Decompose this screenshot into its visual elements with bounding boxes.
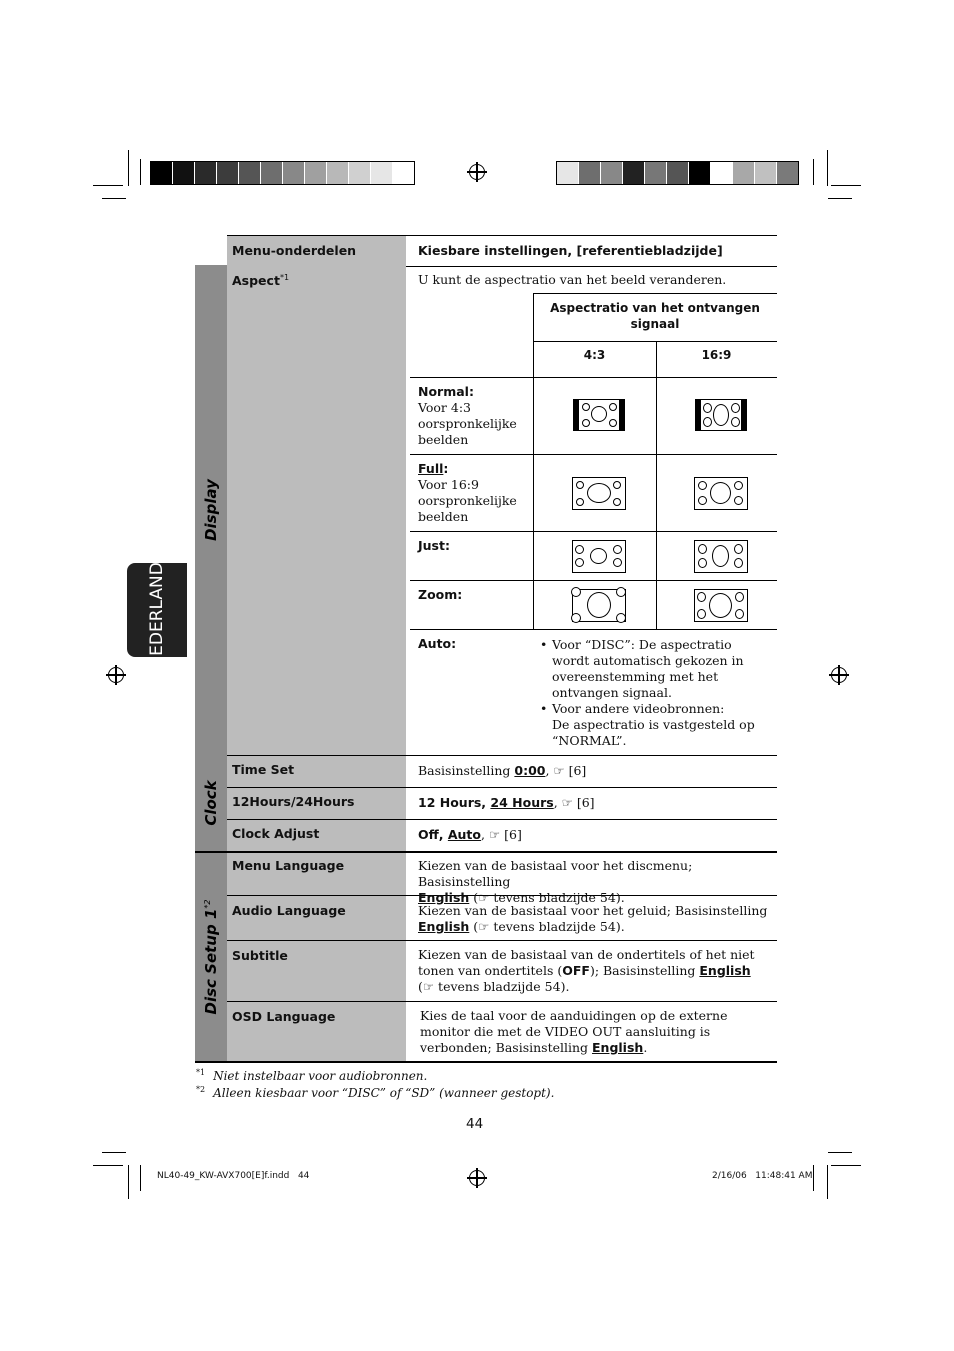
header-menu-column <box>227 235 406 267</box>
registration-mark-icon <box>469 164 485 180</box>
header-settings-label: Kiesbare instellingen, [referentiebladzijde] <box>418 243 723 258</box>
screen-full-4-3-icon <box>572 477 626 510</box>
col-header-16-9: 16:9 <box>701 348 732 362</box>
crop-mark <box>102 198 126 199</box>
clock-adjust-setting: Off, Auto, ☞ [6] <box>418 827 522 842</box>
section-display <box>195 265 227 755</box>
row-divider <box>227 787 777 788</box>
table-bottom-rule <box>195 1061 777 1063</box>
registration-mark-icon <box>831 667 847 683</box>
row-divider <box>227 755 777 756</box>
osd-language-setting: Kies de taal voor de aanduidingen op de externe monitor die met de VIDEO OUT aansluiting is verbonden; Basisinstelling English. <box>420 1008 728 1055</box>
signal-header: Aspectratio van het ontvangen signaal <box>550 301 760 331</box>
subtable-divider <box>410 377 777 378</box>
mode-auto-label: Auto: <box>418 636 457 651</box>
menu-item-subtitle: Subtitle <box>232 948 288 963</box>
header-settings-column <box>406 235 777 267</box>
screen-zoom-16-9-icon <box>694 589 748 622</box>
header-menu-label: Menu-onderdelen <box>232 243 357 258</box>
auto-description: • Voor “DISC”: De aspectratio wordt automatisch gekozen in overeenstemming met het ontvangen signaal. • Voor andere videobronnen: De aspectratio is vastgesteld op “NORMAL”. <box>540 637 755 748</box>
screen-just-16-9-icon <box>694 540 748 573</box>
crop-mark <box>831 185 861 186</box>
section-clock <box>195 755 227 851</box>
menu-item-osd-language: OSD Language <box>232 1009 336 1024</box>
crop-mark <box>831 1165 861 1166</box>
language-tab-label: NEDERLANDS <box>147 551 167 669</box>
crop-mark <box>828 198 852 199</box>
menu-item-time-set: Time Set <box>232 762 295 777</box>
section-disc-setup <box>195 851 227 1062</box>
audio-language-setting: Kiezen van de basistaal voor het geluid; Basisinstelling English (☞ tevens bladzijde 54). <box>418 903 768 934</box>
crop-mark <box>813 159 814 185</box>
section-clock-label: Clock <box>202 780 220 826</box>
mode-zoom-label: Zoom: <box>418 587 463 602</box>
screen-normal-4-3-icon <box>573 399 625 431</box>
subtable-divider <box>533 293 777 294</box>
crop-mark <box>93 1165 123 1166</box>
crop-mark <box>93 185 123 186</box>
mode-normal-desc: Voor 4:3 oorspronkelijke beelden <box>418 400 517 447</box>
subtable-divider <box>410 531 777 532</box>
menu-item-12-24-hours: 12Hours/24Hours <box>232 794 355 809</box>
footnote-1: $^{*1}$ Niet instelbaar voor audiobronnen. <box>196 1068 428 1083</box>
aspect-intro: U kunt de aspectratio van het beeld veranderen. <box>418 272 727 287</box>
menu-item-menu-language: Menu Language <box>232 858 345 873</box>
section-display-label: Display <box>202 479 220 541</box>
crop-mark <box>828 1152 852 1153</box>
screen-full-16-9-icon <box>694 477 748 510</box>
slug-timestamp: 2/16/06 11:48:41 AM <box>712 1171 813 1181</box>
menu-item-aspect: Aspect$^{*1}$ <box>232 273 290 289</box>
registration-mark-icon <box>469 1170 485 1186</box>
screen-zoom-4-3-icon <box>572 589 626 622</box>
subtable-divider <box>410 629 777 630</box>
menu-item-clock-adjust: Clock Adjust <box>232 826 320 841</box>
screen-just-4-3-icon <box>572 540 626 573</box>
row-divider <box>227 819 777 820</box>
subtable-divider <box>656 341 657 630</box>
row-divider <box>227 940 777 941</box>
crop-mark <box>140 159 141 185</box>
subtitle-setting: Kiezen van de basistaal van de ondertitels of het niet tonen van ondertitels (OFF); Basisinstelling English (☞ tevens bladzijde 54). <box>418 947 755 994</box>
color-bar-left <box>150 161 415 185</box>
menu-item-audio-language: Audio Language <box>232 903 346 918</box>
mode-full-label: Full: <box>418 461 449 476</box>
hours-setting: 12 Hours, 24 Hours, ☞ [6] <box>418 795 595 810</box>
crop-mark <box>813 1165 814 1191</box>
mode-full-desc: Voor 16:9 oorspronkelijke beelden <box>418 477 517 524</box>
crop-mark <box>827 1165 828 1199</box>
registration-mark-icon <box>108 667 124 683</box>
crop-mark <box>102 1152 126 1153</box>
language-tab <box>127 551 187 669</box>
screen-normal-16-9-icon <box>695 399 747 431</box>
mode-normal-label: Normal: <box>418 384 474 399</box>
subtable-divider <box>410 454 777 455</box>
slug-filename: NL40-49_KW-AVX700[E]f.indd 44 <box>157 1171 310 1181</box>
crop-mark <box>128 150 129 186</box>
menu-column <box>227 265 406 1062</box>
row-divider <box>195 851 777 853</box>
crop-mark <box>128 1165 129 1199</box>
crop-mark <box>827 150 828 186</box>
subtable-divider <box>533 341 777 342</box>
footnote-2: $^{*2}$ Alleen kiesbaar voor “DISC” of “SD” (wanneer gestopt). <box>196 1085 555 1100</box>
time-set-setting: Basisinstelling 0:00, ☞ [6] <box>418 763 587 778</box>
section-disc-setup-label: Disc Setup 1$^{*2}$ <box>202 899 220 1014</box>
row-divider <box>227 1001 777 1002</box>
col-header-4-3: 4:3 <box>583 348 606 362</box>
color-bar-right <box>556 161 799 185</box>
menu-language-setting: Kiezen van de basistaal voor het discmenu; Basisinstelling English (☞ tevens bladzijde 54). <box>418 858 693 905</box>
mode-just-label: Just: <box>418 538 450 553</box>
crop-mark <box>140 1165 141 1191</box>
subtable-divider <box>410 580 777 581</box>
page-number: 44 <box>466 1116 484 1132</box>
